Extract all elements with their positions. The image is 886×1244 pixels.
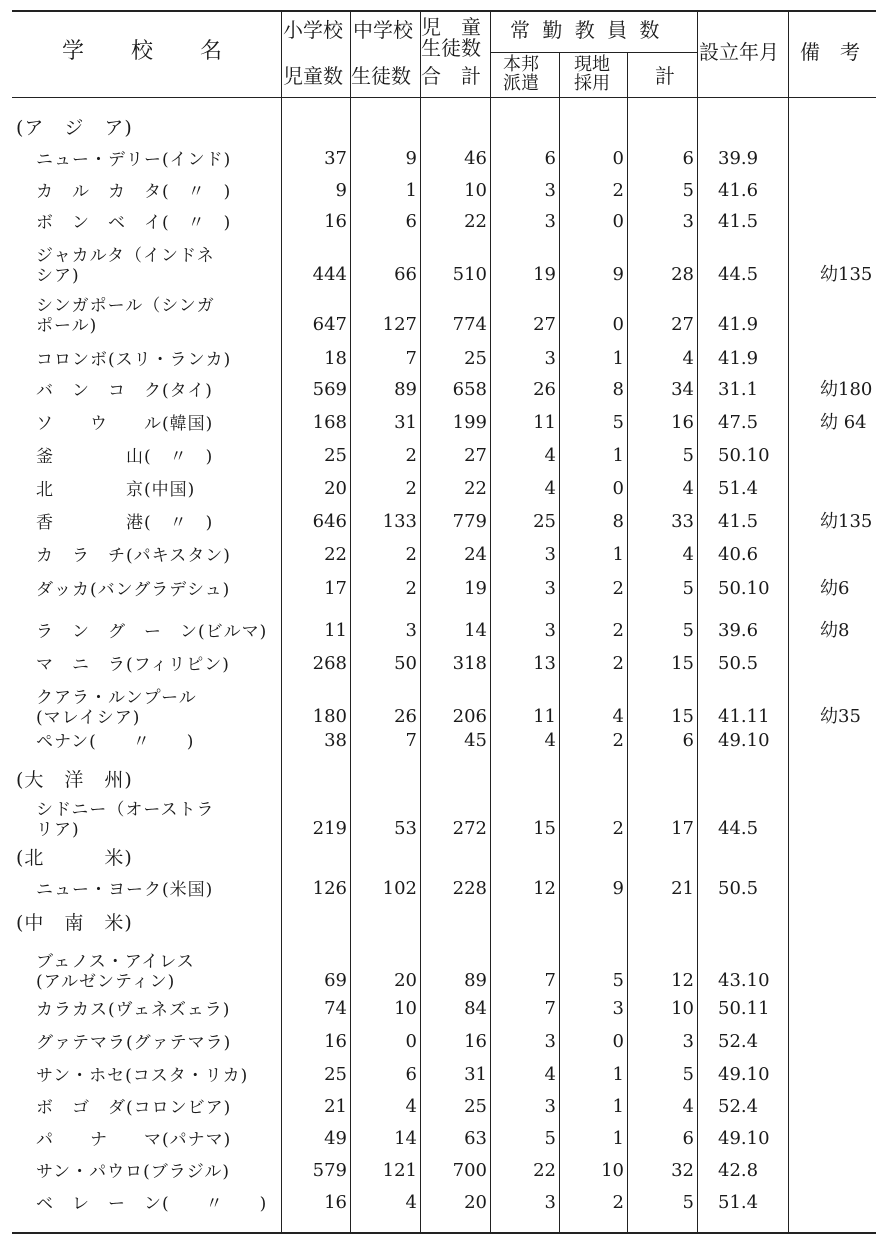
header-remarks: 備 考 (800, 40, 860, 64)
cell-founded: 52.4 (718, 1031, 759, 1052)
cell-dispatched: 4 (544, 478, 556, 499)
header-total-top1: 児 童 (421, 15, 481, 39)
cell-total: 63 (464, 1128, 487, 1149)
cell-founded: 49.10 (718, 1128, 770, 1149)
cell-founded: 41.9 (718, 314, 759, 335)
cell-junior: 7 (405, 730, 417, 751)
school-name: ラ ン グ ー ン(ビルマ) (36, 622, 268, 642)
cell-junior: 4 (405, 1096, 417, 1117)
cell-remark: 幼8 (820, 620, 850, 641)
table-rule (12, 10, 876, 12)
cell-founded: 49.10 (718, 730, 770, 751)
cell-founded: 41.11 (718, 706, 770, 727)
cell-junior: 6 (405, 211, 417, 232)
cell-dispatched: 3 (544, 544, 556, 565)
cell-elementary: 168 (312, 412, 347, 433)
cell-local: 0 (612, 148, 624, 169)
cell-total: 25 (464, 1096, 487, 1117)
school-name: ニュー・ヨーク(米国) (36, 880, 214, 900)
cell-local: 1 (612, 1064, 624, 1085)
cell-total: 228 (452, 878, 487, 899)
cell-junior: 31 (394, 412, 417, 433)
cell-teacher-total: 3 (682, 211, 694, 232)
cell-founded: 42.8 (718, 1160, 759, 1181)
cell-junior: 89 (394, 379, 417, 400)
cell-dispatched: 3 (544, 180, 556, 201)
cell-total: 16 (464, 1031, 487, 1052)
cell-teacher-total: 27 (671, 314, 694, 335)
cell-local: 9 (612, 264, 624, 285)
cell-local: 1 (612, 1128, 624, 1149)
cell-teacher-total: 5 (682, 1064, 694, 1085)
cell-total: 14 (464, 620, 487, 641)
cell-elementary: 21 (324, 1096, 347, 1117)
school-name: ニュー・デリー(インド) (36, 150, 232, 170)
cell-elementary: 219 (312, 818, 347, 839)
school-name: クアラ・ルンプール (マレイシア) (36, 688, 197, 728)
cell-teacher-total: 12 (671, 970, 694, 991)
cell-local: 1 (612, 445, 624, 466)
cell-total: 774 (452, 314, 487, 335)
cell-founded: 41.5 (718, 211, 759, 232)
cell-teacher-total: 4 (682, 1096, 694, 1117)
cell-elementary: 646 (312, 511, 347, 532)
cell-remark: 幼135 (820, 264, 873, 285)
cell-elementary: 18 (324, 348, 347, 369)
cell-dispatched: 11 (533, 412, 556, 433)
cell-founded: 31.1 (718, 379, 759, 400)
header-dispatched: 本邦 派遣 (503, 54, 539, 94)
cell-total: 31 (464, 1064, 487, 1085)
school-name: シンガポール（シンガ ポール) (36, 296, 215, 336)
cell-total: 45 (464, 730, 487, 751)
school-name: カ ル カ タ( 〃 ) (36, 182, 232, 202)
school-name: パ ナ マ(パナマ) (36, 1130, 232, 1150)
cell-founded: 51.4 (718, 1192, 759, 1213)
table-rule (12, 1232, 876, 1234)
cell-dispatched: 7 (544, 970, 556, 991)
cell-total: 19 (464, 578, 487, 599)
cell-dispatched: 13 (533, 653, 556, 674)
cell-dispatched: 4 (544, 1064, 556, 1085)
region-heading: (北 米) (16, 847, 133, 869)
cell-elementary: 25 (324, 1064, 347, 1085)
school-name: バ ン コ ク(タイ) (36, 381, 213, 401)
cell-total: 318 (452, 653, 487, 674)
school-name: ペナン( 〃 ) (36, 732, 195, 752)
cell-teacher-total: 10 (671, 998, 694, 1019)
column-rule (350, 10, 351, 1232)
school-name: マ ニ ラ(フィリピン) (36, 655, 230, 675)
cell-teacher-total: 15 (671, 653, 694, 674)
column-rule (627, 52, 628, 1232)
cell-local: 3 (612, 998, 624, 1019)
cell-junior: 50 (394, 653, 417, 674)
cell-remark: 幼35 (820, 706, 861, 727)
cell-elementary: 20 (324, 478, 347, 499)
cell-junior: 2 (405, 544, 417, 565)
cell-local: 1 (612, 348, 624, 369)
cell-total: 700 (452, 1160, 487, 1181)
cell-total: 20 (464, 1192, 487, 1213)
cell-elementary: 38 (324, 730, 347, 751)
cell-total: 25 (464, 348, 487, 369)
header-elementary-top: 小学校 (283, 18, 343, 42)
column-rule (559, 52, 560, 1232)
cell-dispatched: 11 (533, 706, 556, 727)
cell-founded: 47.5 (718, 412, 759, 433)
cell-founded: 52.4 (718, 1096, 759, 1117)
cell-dispatched: 7 (544, 998, 556, 1019)
cell-dispatched: 5 (544, 1128, 556, 1149)
header-total-top2: 生徒数 (421, 36, 481, 60)
cell-dispatched: 3 (544, 578, 556, 599)
cell-junior: 121 (382, 1160, 417, 1181)
cell-teacher-total: 5 (682, 1192, 694, 1213)
cell-teacher-total: 5 (682, 180, 694, 201)
cell-elementary: 647 (312, 314, 347, 335)
cell-total: 272 (452, 818, 487, 839)
cell-elementary: 444 (312, 264, 347, 285)
cell-junior: 6 (405, 1064, 417, 1085)
cell-teacher-total: 21 (671, 878, 694, 899)
cell-local: 2 (612, 730, 624, 751)
cell-teacher-total: 3 (682, 1031, 694, 1052)
school-name: ダッカ(バングラデシュ) (36, 580, 231, 600)
cell-teacher-total: 34 (671, 379, 694, 400)
cell-elementary: 49 (324, 1128, 347, 1149)
cell-teacher-total: 17 (671, 818, 694, 839)
cell-founded: 50.5 (718, 653, 759, 674)
school-name: ベ レ ー ン( 〃 ) (36, 1194, 268, 1214)
cell-total: 89 (464, 970, 487, 991)
cell-local: 4 (612, 706, 624, 727)
school-name: サン・ホセ(コスタ・リカ) (36, 1066, 249, 1086)
cell-total: 84 (464, 998, 487, 1019)
cell-founded: 50.5 (718, 878, 759, 899)
cell-dispatched: 6 (544, 148, 556, 169)
cell-remark: 幼6 (820, 578, 850, 599)
cell-total: 510 (452, 264, 487, 285)
cell-total: 22 (464, 478, 487, 499)
cell-teacher-total: 16 (671, 412, 694, 433)
cell-elementary: 25 (324, 445, 347, 466)
cell-teacher-total: 6 (682, 1128, 694, 1149)
cell-local: 2 (612, 653, 624, 674)
cell-junior: 0 (405, 1031, 417, 1052)
school-name: ブェノス・アイレス (アルゼンティン) (36, 952, 195, 992)
school-name: 香 港( 〃 ) (36, 513, 214, 533)
cell-dispatched: 22 (533, 1160, 556, 1181)
cell-founded: 50.10 (718, 445, 770, 466)
cell-elementary: 74 (324, 998, 347, 1019)
cell-remark: 幼180 (820, 379, 873, 400)
cell-elementary: 268 (312, 653, 347, 674)
cell-junior: 2 (405, 578, 417, 599)
cell-founded: 50.10 (718, 578, 770, 599)
cell-elementary: 16 (324, 1192, 347, 1213)
cell-local: 5 (612, 412, 624, 433)
cell-local: 5 (612, 970, 624, 991)
cell-dispatched: 27 (533, 314, 556, 335)
column-rule (697, 10, 698, 1232)
region-heading: (ア ジ ア) (16, 117, 133, 139)
cell-junior: 66 (394, 264, 417, 285)
cell-total: 46 (464, 148, 487, 169)
cell-elementary: 569 (312, 379, 347, 400)
cell-junior: 20 (394, 970, 417, 991)
cell-teacher-total: 4 (682, 348, 694, 369)
cell-total: 10 (464, 180, 487, 201)
cell-teacher-total: 33 (671, 511, 694, 532)
cell-elementary: 579 (312, 1160, 347, 1181)
school-name: ボ ン ベ イ( 〃 ) (36, 213, 232, 233)
cell-local: 0 (612, 478, 624, 499)
cell-local: 2 (612, 1192, 624, 1213)
table-rule (490, 52, 697, 53)
school-name: コロンボ(スリ・ランカ) (36, 350, 232, 370)
cell-total: 206 (452, 706, 487, 727)
region-heading: (大 洋 州) (16, 769, 133, 791)
region-heading: (中 南 米) (16, 912, 133, 934)
school-name: 釜 山( 〃 ) (36, 447, 214, 467)
cell-dispatched: 25 (533, 511, 556, 532)
cell-local: 0 (612, 314, 624, 335)
column-rule (788, 10, 789, 1232)
cell-dispatched: 3 (544, 620, 556, 641)
cell-junior: 53 (394, 818, 417, 839)
cell-dispatched: 12 (533, 878, 556, 899)
cell-teacher-total: 32 (671, 1160, 694, 1181)
cell-local: 2 (612, 180, 624, 201)
cell-total: 22 (464, 211, 487, 232)
cell-local: 1 (612, 1096, 624, 1117)
cell-founded: 41.5 (718, 511, 759, 532)
cell-local: 0 (612, 211, 624, 232)
cell-total: 27 (464, 445, 487, 466)
school-name: カラカス(ヴェネズェラ) (36, 1000, 231, 1020)
cell-teacher-total: 4 (682, 478, 694, 499)
cell-teacher-total: 4 (682, 544, 694, 565)
cell-elementary: 69 (324, 970, 347, 991)
header-junior-top: 中学校 (353, 18, 413, 42)
cell-junior: 3 (405, 620, 417, 641)
cell-elementary: 126 (312, 878, 347, 899)
cell-dispatched: 3 (544, 1031, 556, 1052)
school-name: ソ ウ ル(韓国) (36, 414, 214, 434)
cell-elementary: 9 (335, 180, 347, 201)
cell-remark: 幼135 (820, 511, 873, 532)
cell-local: 9 (612, 878, 624, 899)
header-teacher-total: 計 (655, 64, 675, 88)
cell-founded: 44.5 (718, 264, 759, 285)
cell-local: 2 (612, 620, 624, 641)
cell-teacher-total: 15 (671, 706, 694, 727)
cell-local: 8 (612, 511, 624, 532)
cell-local: 8 (612, 379, 624, 400)
cell-elementary: 37 (324, 148, 347, 169)
cell-junior: 2 (405, 445, 417, 466)
cell-elementary: 11 (324, 620, 347, 641)
cell-elementary: 16 (324, 1031, 347, 1052)
column-rule (281, 10, 282, 1232)
cell-junior: 2 (405, 478, 417, 499)
cell-dispatched: 3 (544, 1192, 556, 1213)
column-rule (490, 10, 491, 1232)
cell-elementary: 180 (312, 706, 347, 727)
cell-teacher-total: 6 (682, 730, 694, 751)
header-total-bottom: 合 計 (421, 64, 481, 88)
cell-junior: 133 (382, 511, 417, 532)
header-teachers: 常 勤 教 員 数 (510, 18, 663, 42)
cell-founded: 50.11 (718, 998, 770, 1019)
cell-dispatched: 3 (544, 211, 556, 232)
column-rule (420, 10, 421, 1232)
cell-dispatched: 3 (544, 1096, 556, 1117)
cell-junior: 7 (405, 348, 417, 369)
cell-dispatched: 3 (544, 348, 556, 369)
header-school-name: 学 校 名 (62, 39, 228, 64)
cell-elementary: 17 (324, 578, 347, 599)
table-rule (12, 97, 876, 98)
school-name: シドニー（オーストラ リア) (36, 800, 215, 840)
cell-founded: 39.9 (718, 148, 759, 169)
cell-total: 779 (452, 511, 487, 532)
cell-remark: 幼 64 (820, 412, 867, 433)
cell-local: 2 (612, 818, 624, 839)
cell-founded: 40.6 (718, 544, 759, 565)
header-founded: 設立年月 (699, 40, 779, 64)
cell-dispatched: 19 (533, 264, 556, 285)
cell-founded: 41.9 (718, 348, 759, 369)
cell-junior: 102 (382, 878, 417, 899)
cell-elementary: 22 (324, 544, 347, 565)
cell-total: 658 (452, 379, 487, 400)
school-name: グァテマラ(グァテマラ) (36, 1033, 232, 1053)
cell-founded: 49.10 (718, 1064, 770, 1085)
cell-elementary: 16 (324, 211, 347, 232)
header-junior-bottom: 生徒数 (351, 64, 411, 88)
cell-total: 199 (452, 412, 487, 433)
cell-local: 0 (612, 1031, 624, 1052)
school-name: サン・パウロ(ブラジル) (36, 1162, 230, 1182)
cell-dispatched: 4 (544, 445, 556, 466)
cell-dispatched: 15 (533, 818, 556, 839)
cell-dispatched: 4 (544, 730, 556, 751)
cell-junior: 26 (394, 706, 417, 727)
cell-local: 10 (601, 1160, 624, 1181)
cell-teacher-total: 5 (682, 620, 694, 641)
school-name: 北 京(中国) (36, 480, 196, 500)
cell-junior: 127 (382, 314, 417, 335)
cell-teacher-total: 5 (682, 578, 694, 599)
header-elementary-bottom: 児童数 (283, 64, 343, 88)
cell-local: 2 (612, 578, 624, 599)
cell-total: 24 (464, 544, 487, 565)
cell-founded: 51.4 (718, 478, 759, 499)
cell-teacher-total: 5 (682, 445, 694, 466)
cell-local: 1 (612, 544, 624, 565)
cell-founded: 43.10 (718, 970, 770, 991)
cell-junior: 9 (405, 148, 417, 169)
school-name: ジャカルタ（インドネ シア) (36, 246, 215, 286)
cell-founded: 44.5 (718, 818, 759, 839)
cell-junior: 1 (405, 180, 417, 201)
school-name: カ ラ チ(パキスタン) (36, 546, 231, 566)
cell-dispatched: 26 (533, 379, 556, 400)
cell-founded: 39.6 (718, 620, 759, 641)
cell-junior: 14 (394, 1128, 417, 1149)
cell-teacher-total: 28 (671, 264, 694, 285)
cell-junior: 10 (394, 998, 417, 1019)
cell-founded: 41.6 (718, 180, 759, 201)
cell-teacher-total: 6 (682, 148, 694, 169)
school-name: ボ ゴ ダ(コロンビア) (36, 1098, 232, 1118)
cell-junior: 4 (405, 1192, 417, 1213)
header-local-hire: 現地 採用 (574, 54, 610, 94)
